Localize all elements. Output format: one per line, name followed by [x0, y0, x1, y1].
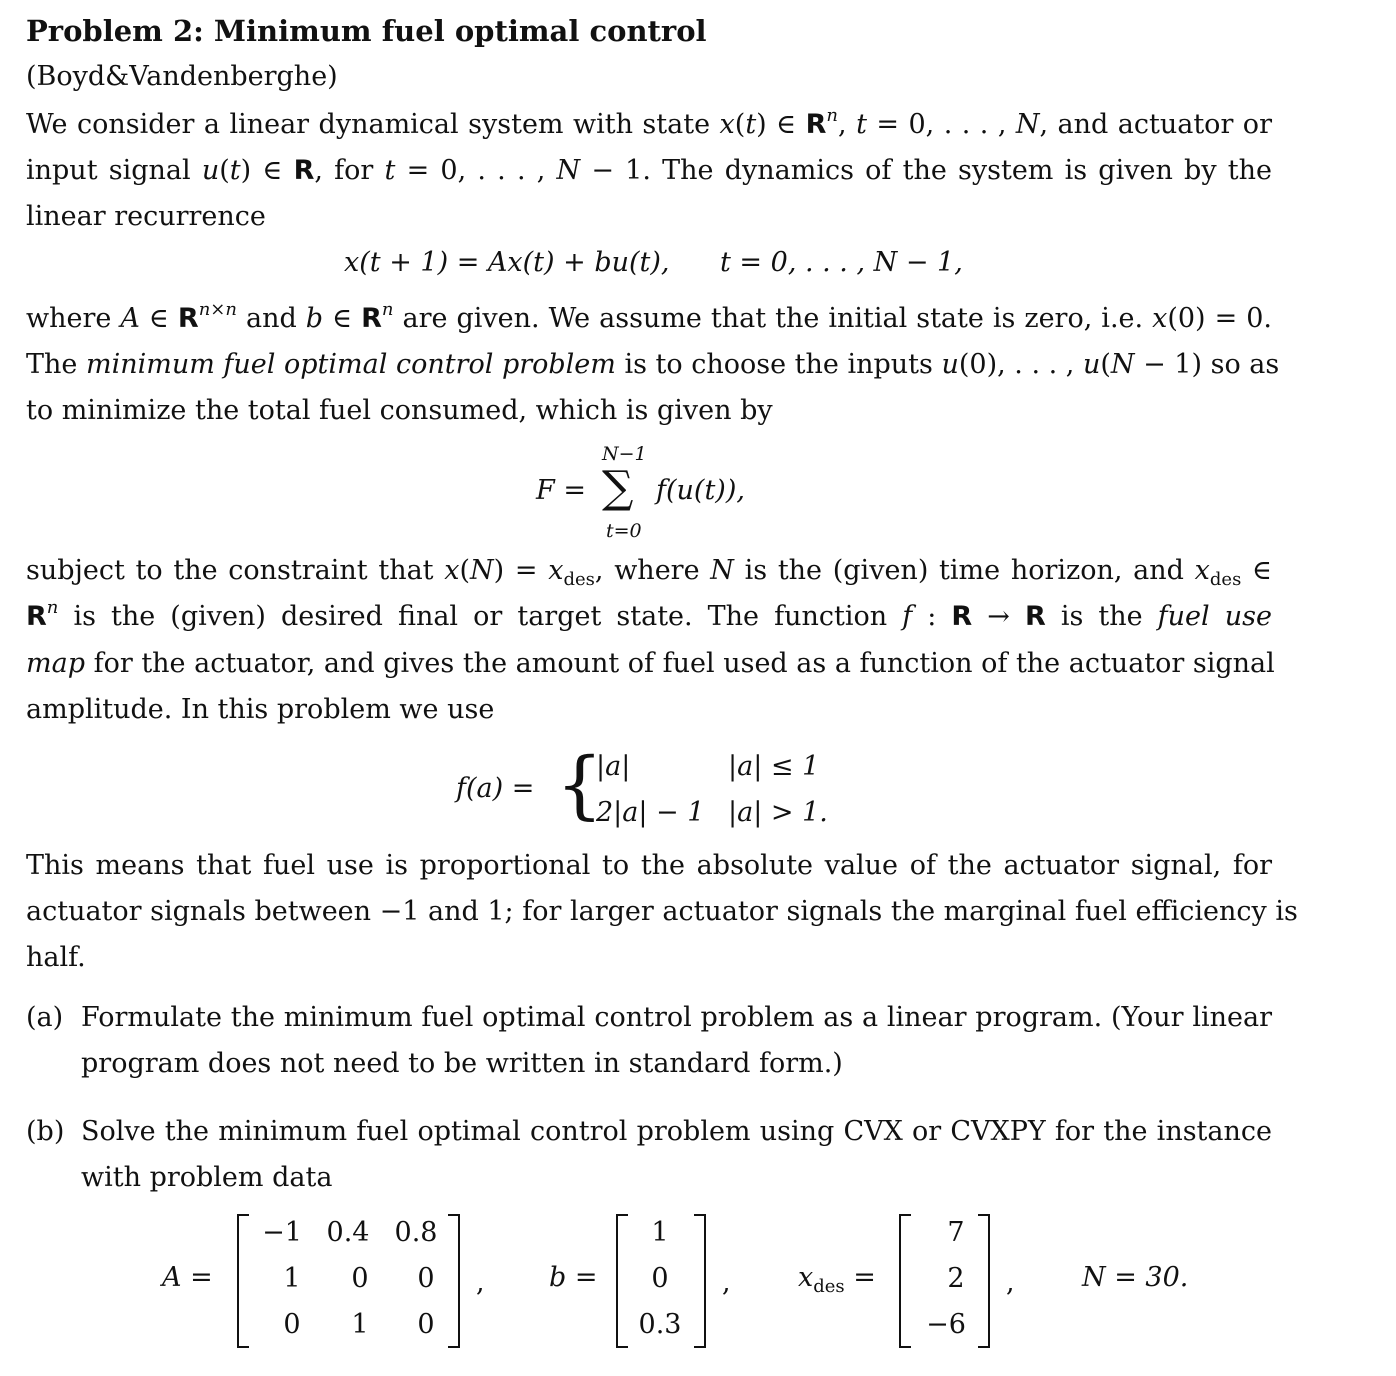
case-1-condition: |a| ≤ 1 — [728, 751, 820, 782]
matrix-a-cell: 0.4 — [326, 1217, 370, 1248]
recurrence-equation: x(t + 1) = Ax(t) + bu(t), — [344, 247, 670, 278]
matrix-a-cell: 1 — [283, 1263, 301, 1294]
comma: , — [476, 1267, 485, 1298]
paragraph-2-line-2: The minimum fuel optimal control problem is to choose the inputs u(0), . . . , u(N − 1) so as — [26, 349, 1280, 380]
sum-lower-limit: t=0 — [606, 520, 642, 542]
matrix-a-cell: 0.8 — [394, 1217, 438, 1248]
part-b-label: (b) — [26, 1116, 65, 1147]
vector-xdes-cell: 2 — [947, 1263, 965, 1294]
vector-xdes-cell: 7 — [947, 1217, 965, 1248]
vector-xdes-cell: −6 — [926, 1309, 966, 1340]
part-a-line-2: program does not need to be written in standard form.) — [81, 1048, 843, 1079]
case-2-value: 2|a| − 1 — [596, 797, 705, 828]
case-1-value: |a| — [596, 751, 631, 782]
case-2-condition: |a| > 1. — [728, 797, 828, 828]
sum-upper-limit: N−1 — [602, 443, 647, 465]
matrix-a-cell: 0 — [417, 1309, 435, 1340]
matrix-a-cell: 1 — [351, 1309, 369, 1340]
vector-b-right-bracket — [694, 1214, 706, 1348]
vector-b-cell: 1 — [651, 1217, 669, 1248]
paragraph-4-line-3: half. — [26, 942, 86, 973]
paragraph-3-line-3: map for the actuator, and gives the amount of fuel used as a function of the actuator signal — [26, 648, 1275, 679]
comma: , — [1006, 1267, 1015, 1298]
matrix-a-left-bracket — [237, 1214, 249, 1348]
paragraph-3-line-4: amplitude. In this problem we use — [26, 694, 495, 725]
paragraph-3-line-2: $R^n$ is the (given) desired final or target state. The function f : R → R is the fuel use — [26, 597, 1272, 632]
paragraph-1-line-1: We consider a linear dynamical system with state x(t) ∈ $R^n$, t = 0, . . . , N, and actuator or — [26, 105, 1272, 140]
part-a-label: (a) — [26, 1002, 64, 1033]
recurrence-range: t = 0, . . . , N − 1, — [720, 247, 963, 278]
sum-lhs: F = — [536, 475, 586, 506]
paragraph-2-line-3: to minimize the total fuel consumed, which is given by — [26, 395, 773, 426]
matrix-a-label: A = — [162, 1262, 213, 1293]
paragraph-2-line-1: where A ∈ $R^{n\times n}$ and b ∈ $R^n$ are given. We assume that the initial state is zero, i.e. x(0) = 0. — [26, 299, 1272, 334]
horizon-n: N = 30. — [1082, 1262, 1189, 1293]
part-b-line-2: with problem data — [81, 1162, 333, 1193]
vector-b-label: b = — [549, 1262, 598, 1293]
paragraph-1-line-2: input signal u(t) ∈ R, for t = 0, . . . , N − 1. The dynamics of the system is given by the — [26, 155, 1272, 186]
vector-b-left-bracket — [616, 1214, 628, 1348]
paragraph-3-line-1: subject to the constraint that $x(N) = x_{des}$, where N is the (given) time horizon, and $x_{des}$ ∈ — [26, 555, 1273, 590]
comma: , — [722, 1267, 731, 1298]
vector-b-cell: 0 — [651, 1263, 669, 1294]
paragraph-4-line-1: This means that fuel use is proportional to the absolute value of the actuator signal, for — [26, 850, 1272, 881]
problem-source: (Boyd&Vandenberghe) — [26, 61, 338, 92]
matrix-a-cell: 0 — [417, 1263, 435, 1294]
matrix-a-right-bracket — [448, 1214, 460, 1348]
vector-xdes-label: $x_{des}$ = — [798, 1262, 876, 1297]
sum-body: f(u(t)), — [656, 475, 745, 506]
piecewise-lhs: f(a) = — [456, 773, 535, 804]
matrix-a-cell: 0 — [351, 1263, 369, 1294]
vector-xdes-left-bracket — [899, 1214, 911, 1348]
part-a-line-1: Formulate the minimum fuel optimal control problem as a linear program. (Your linear — [81, 1002, 1272, 1033]
matrix-a-cell: −1 — [262, 1217, 302, 1248]
matrix-a-cell: 0 — [283, 1309, 301, 1340]
problem-title: Problem 2: Minimum fuel optimal control — [26, 14, 707, 48]
paragraph-1-line-3: linear recurrence — [26, 201, 266, 232]
paragraph-4-line-2: actuator signals between −1 and 1; for larger actuator signals the marginal fuel efficiency is — [26, 896, 1298, 927]
part-b-line-1: Solve the minimum fuel optimal control problem using CVX or CVXPY for the instance — [81, 1116, 1272, 1147]
left-brace: { — [556, 742, 604, 828]
vector-xdes-right-bracket — [978, 1214, 990, 1348]
vector-b-cell: 0.3 — [638, 1309, 682, 1340]
sigma-symbol: ∑ — [602, 462, 634, 513]
